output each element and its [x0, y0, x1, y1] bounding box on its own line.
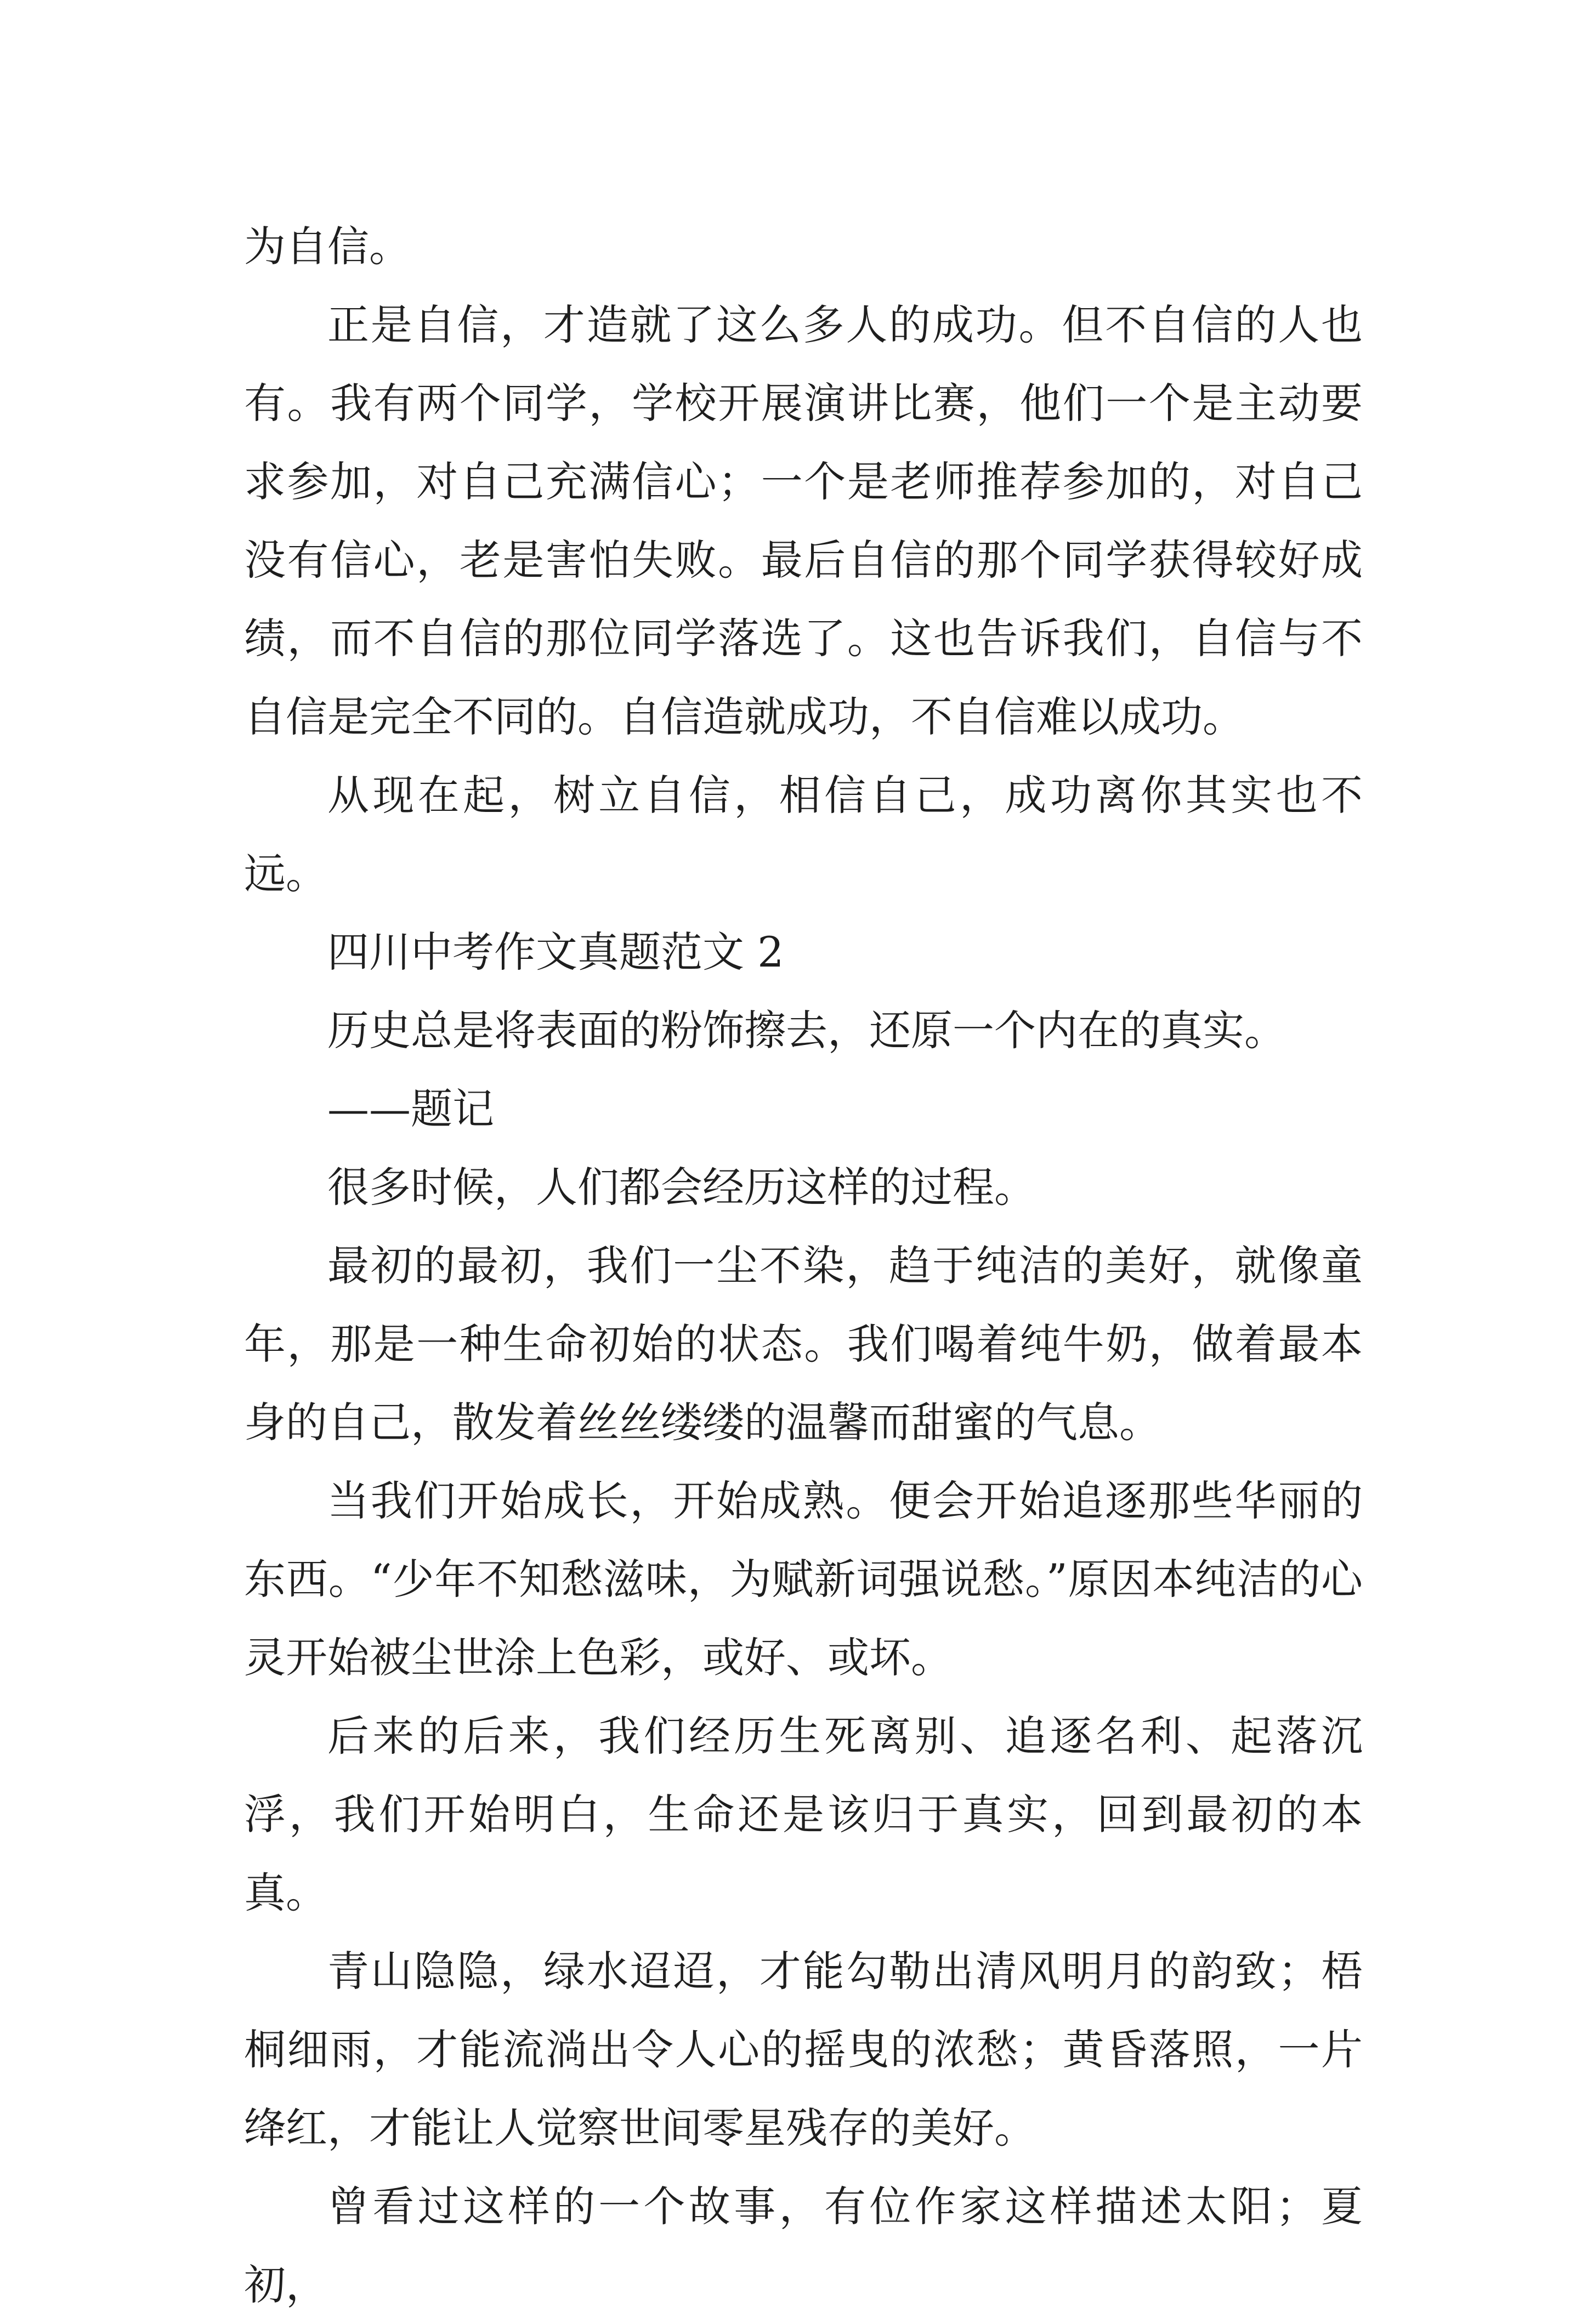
paragraph-8: 最初的最初，我们一尘不染，趋于纯洁的美好，就像童年，那是一种生命初始的状态。我们喝着纯牛奶，做着最本身的自己，散发着丝丝缕缕的温馨而甜蜜的气息。 — [244, 1241, 1363, 1447]
paragraph-7: 很多时候，人们都会经历这样的过程。 — [327, 1163, 1036, 1212]
essay-heading: 四川中考作文真题范文 2 — [327, 928, 784, 976]
paragraph-3: 从现在起，树立自信，相信自己，成功离你其实也不远。 — [244, 771, 1363, 898]
epigraph: 历史总是将表面的粉饰擦去，还原一个内在的真实。 — [327, 1006, 1286, 1055]
essay-body — [244, 207, 1363, 2324]
paragraph-2: 正是自信，才造就了这么多人的成功。但不自信的人也有。我有两个同学，学校开展演讲比赛，他们一个是主动要求参加，对自己充满信心；一个是老师推荐参加的，对自己没有信心，老是害怕失败。最后自信的那个同学获得较好成绩，而不自信的那位同学落选了。这也告诉我们，自信与不自信是完全不同的。自信造就成功，不自信难以成功。 — [244, 300, 1363, 741]
epigraph-attribution: ——题记 — [327, 1084, 494, 1133]
paragraph-12: 曾看过这样的一个故事，有位作家这样描述太阳；夏初， — [244, 2182, 1363, 2309]
paragraph-9: 当我们开始成长，开始成熟。便会开始追逐那些华丽的东西。“少年不知愁滋味，为赋新词强说愁。”原因本纯洁的心灵开始被尘世涂上色彩，或好、或坏。 — [244, 1476, 1363, 1682]
paragraph-10: 后来的后来，我们经历生死离别、追逐名利、起落沉浮，我们开始明白，生命还是该归于真实，回到最初的本真。 — [244, 1712, 1363, 1917]
paragraph-11: 青山隐隐，绿水迢迢，才能勾勒出清风明月的韵致；梧桐细雨，才能流淌出令人心的摇曳的浓愁；黄昏落照，一片绛红，才能让人觉察世间零星残存的美好。 — [244, 1947, 1363, 2152]
paragraph-1: 为自信。 — [244, 222, 411, 271]
